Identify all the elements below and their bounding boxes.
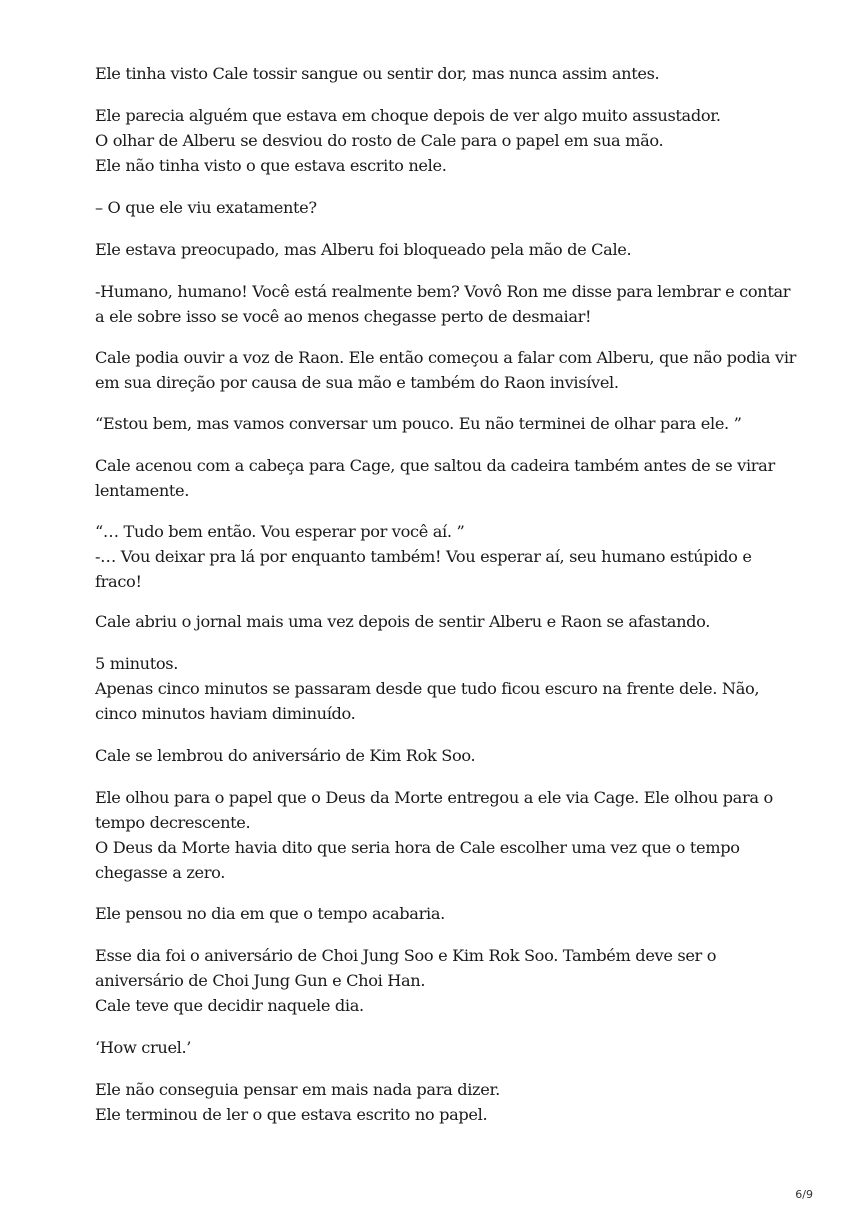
paragraph-11: 5 minutos. Apenas cinco minutos se passaram desde que tudo ficou escuro na frente dele. Não, cinco minutos haviam diminuído. <box>95 654 760 723</box>
paragraph-7: “Estou bem, mas vamos conversar um pouco. Eu não terminei de olhar para ele. ” <box>95 414 742 433</box>
paragraph-15: Esse dia foi o aniversário de Choi Jung Soo e Kim Rok Soo. Também deve ser o aniversário de Choi Jung Gun e Choi Han. Cale teve que decidir naquele dia. <box>95 946 717 1015</box>
paragraph-16: ‘How cruel.’ <box>95 1038 192 1057</box>
paragraph-8: Cale acenou com a cabeça para Cage, que saltou da cadeira também antes de se virar lentamente. <box>95 456 775 500</box>
paragraph-6: Cale podia ouvir a voz de Raon. Ele então começou a falar com Alberu, que não podia vir em sua direção por causa de sua mão e também do Raon invisível. <box>95 348 797 392</box>
paragraph-4: Ele estava preocupado, mas Alberu foi bloqueado pela mão de Cale. <box>95 240 632 259</box>
paragraph-3: – O que ele viu exatamente? <box>95 198 317 217</box>
paragraph-10: Cale abriu o jornal mais uma vez depois de sentir Alberu e Raon se afastando. <box>95 612 711 631</box>
paragraph-9: “… Tudo bem então. Vou esperar por você aí. ” -… Vou deixar pra lá por enquanto também! Vou esperar aí, seu humano estúpido e fraco! <box>95 522 752 591</box>
paragraph-1: Ele tinha visto Cale tossir sangue ou sentir dor, mas nunca assim antes. <box>95 64 660 83</box>
paragraph-2: Ele parecia alguém que estava em choque depois de ver algo muito assustador. O olhar de Alberu se desviou do rosto de Cale para o papel em sua mão. Ele não tinha visto o que estava escrito nele. <box>95 106 721 175</box>
page-number: 6/9 <box>795 1188 813 1201</box>
paragraph-17: Ele não conseguia pensar em mais nada para dizer. Ele terminou de ler o que estava escrito no papel. <box>95 1080 500 1124</box>
paragraph-5: -Humano, humano! Você está realmente bem? Vovô Ron me disse para lembrar e contar a ele sobre isso se você ao menos chegasse perto de desmaiar! <box>95 282 791 326</box>
paragraph-14: Ele pensou no dia em que o tempo acabaria. <box>95 904 445 923</box>
paragraph-12: Cale se lembrou do aniversário de Kim Rok Soo. <box>95 746 476 765</box>
paragraph-13: Ele olhou para o papel que o Deus da Morte entregou a ele via Cage. Ele olhou para o tempo decrescente. O Deus da Morte havia dito que seria hora de Cale escolher uma vez que o tempo chegasse a zero. <box>95 788 773 882</box>
